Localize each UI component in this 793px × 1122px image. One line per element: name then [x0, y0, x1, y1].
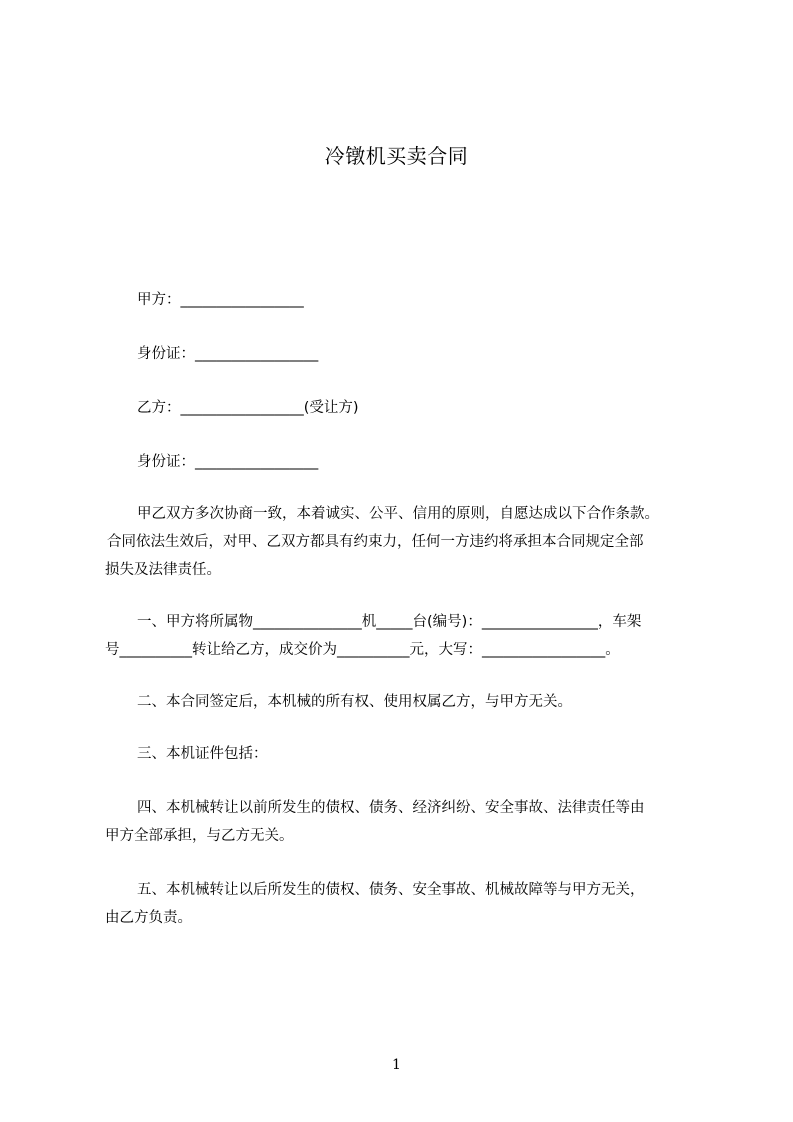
clause-2: 二、本合同签定后，本机械的所有权、使用权属乙方，与甲方无关。 [137, 694, 572, 710]
clause-5-line-1: 五、本机械转让以后所发生的债权、债务、安全事故、机械故障等与甲方无关， [137, 882, 645, 898]
clause-4-line-2: 甲方全部承担，与乙方无关。 [105, 828, 294, 844]
party-b-line: 乙方：_________________(受让方) [137, 400, 359, 416]
intro-line-2: 合同依法生效后，对甲、乙双方都具有约束力，任何一方违约将承担本合同规定全部 [107, 534, 644, 550]
clause-1-line-2: 号__________转让给乙方，成交价为__________元，大写：_________________。 [105, 642, 620, 658]
party-a-id-line: 身份证：_________________ [137, 346, 319, 362]
party-a-line: 甲方：_________________ [137, 292, 304, 308]
page-number: 1 [392, 1057, 401, 1073]
document-title: 冷镦机买卖合同 [324, 144, 469, 168]
intro-line-3: 损失及法律责任。 [105, 562, 221, 578]
clause-3: 三、本机证件包括： [137, 746, 268, 762]
clause-4-line-1: 四、本机械转让以前所发生的债权、债务、经济纠纷、安全事故、法律责任等由 [137, 800, 645, 816]
intro-line-1: 甲乙双方多次协商一致，本着诚实、公平、信用的原则，自愿达成以下合作条款。 [137, 506, 659, 522]
party-b-id-line: 身份证：_________________ [137, 454, 319, 470]
clause-1-line-1: 一、甲方将所属物_______________机_____台(编号)：________________，车架 [137, 614, 642, 630]
clause-5-line-2: 由乙方负责。 [105, 910, 192, 926]
